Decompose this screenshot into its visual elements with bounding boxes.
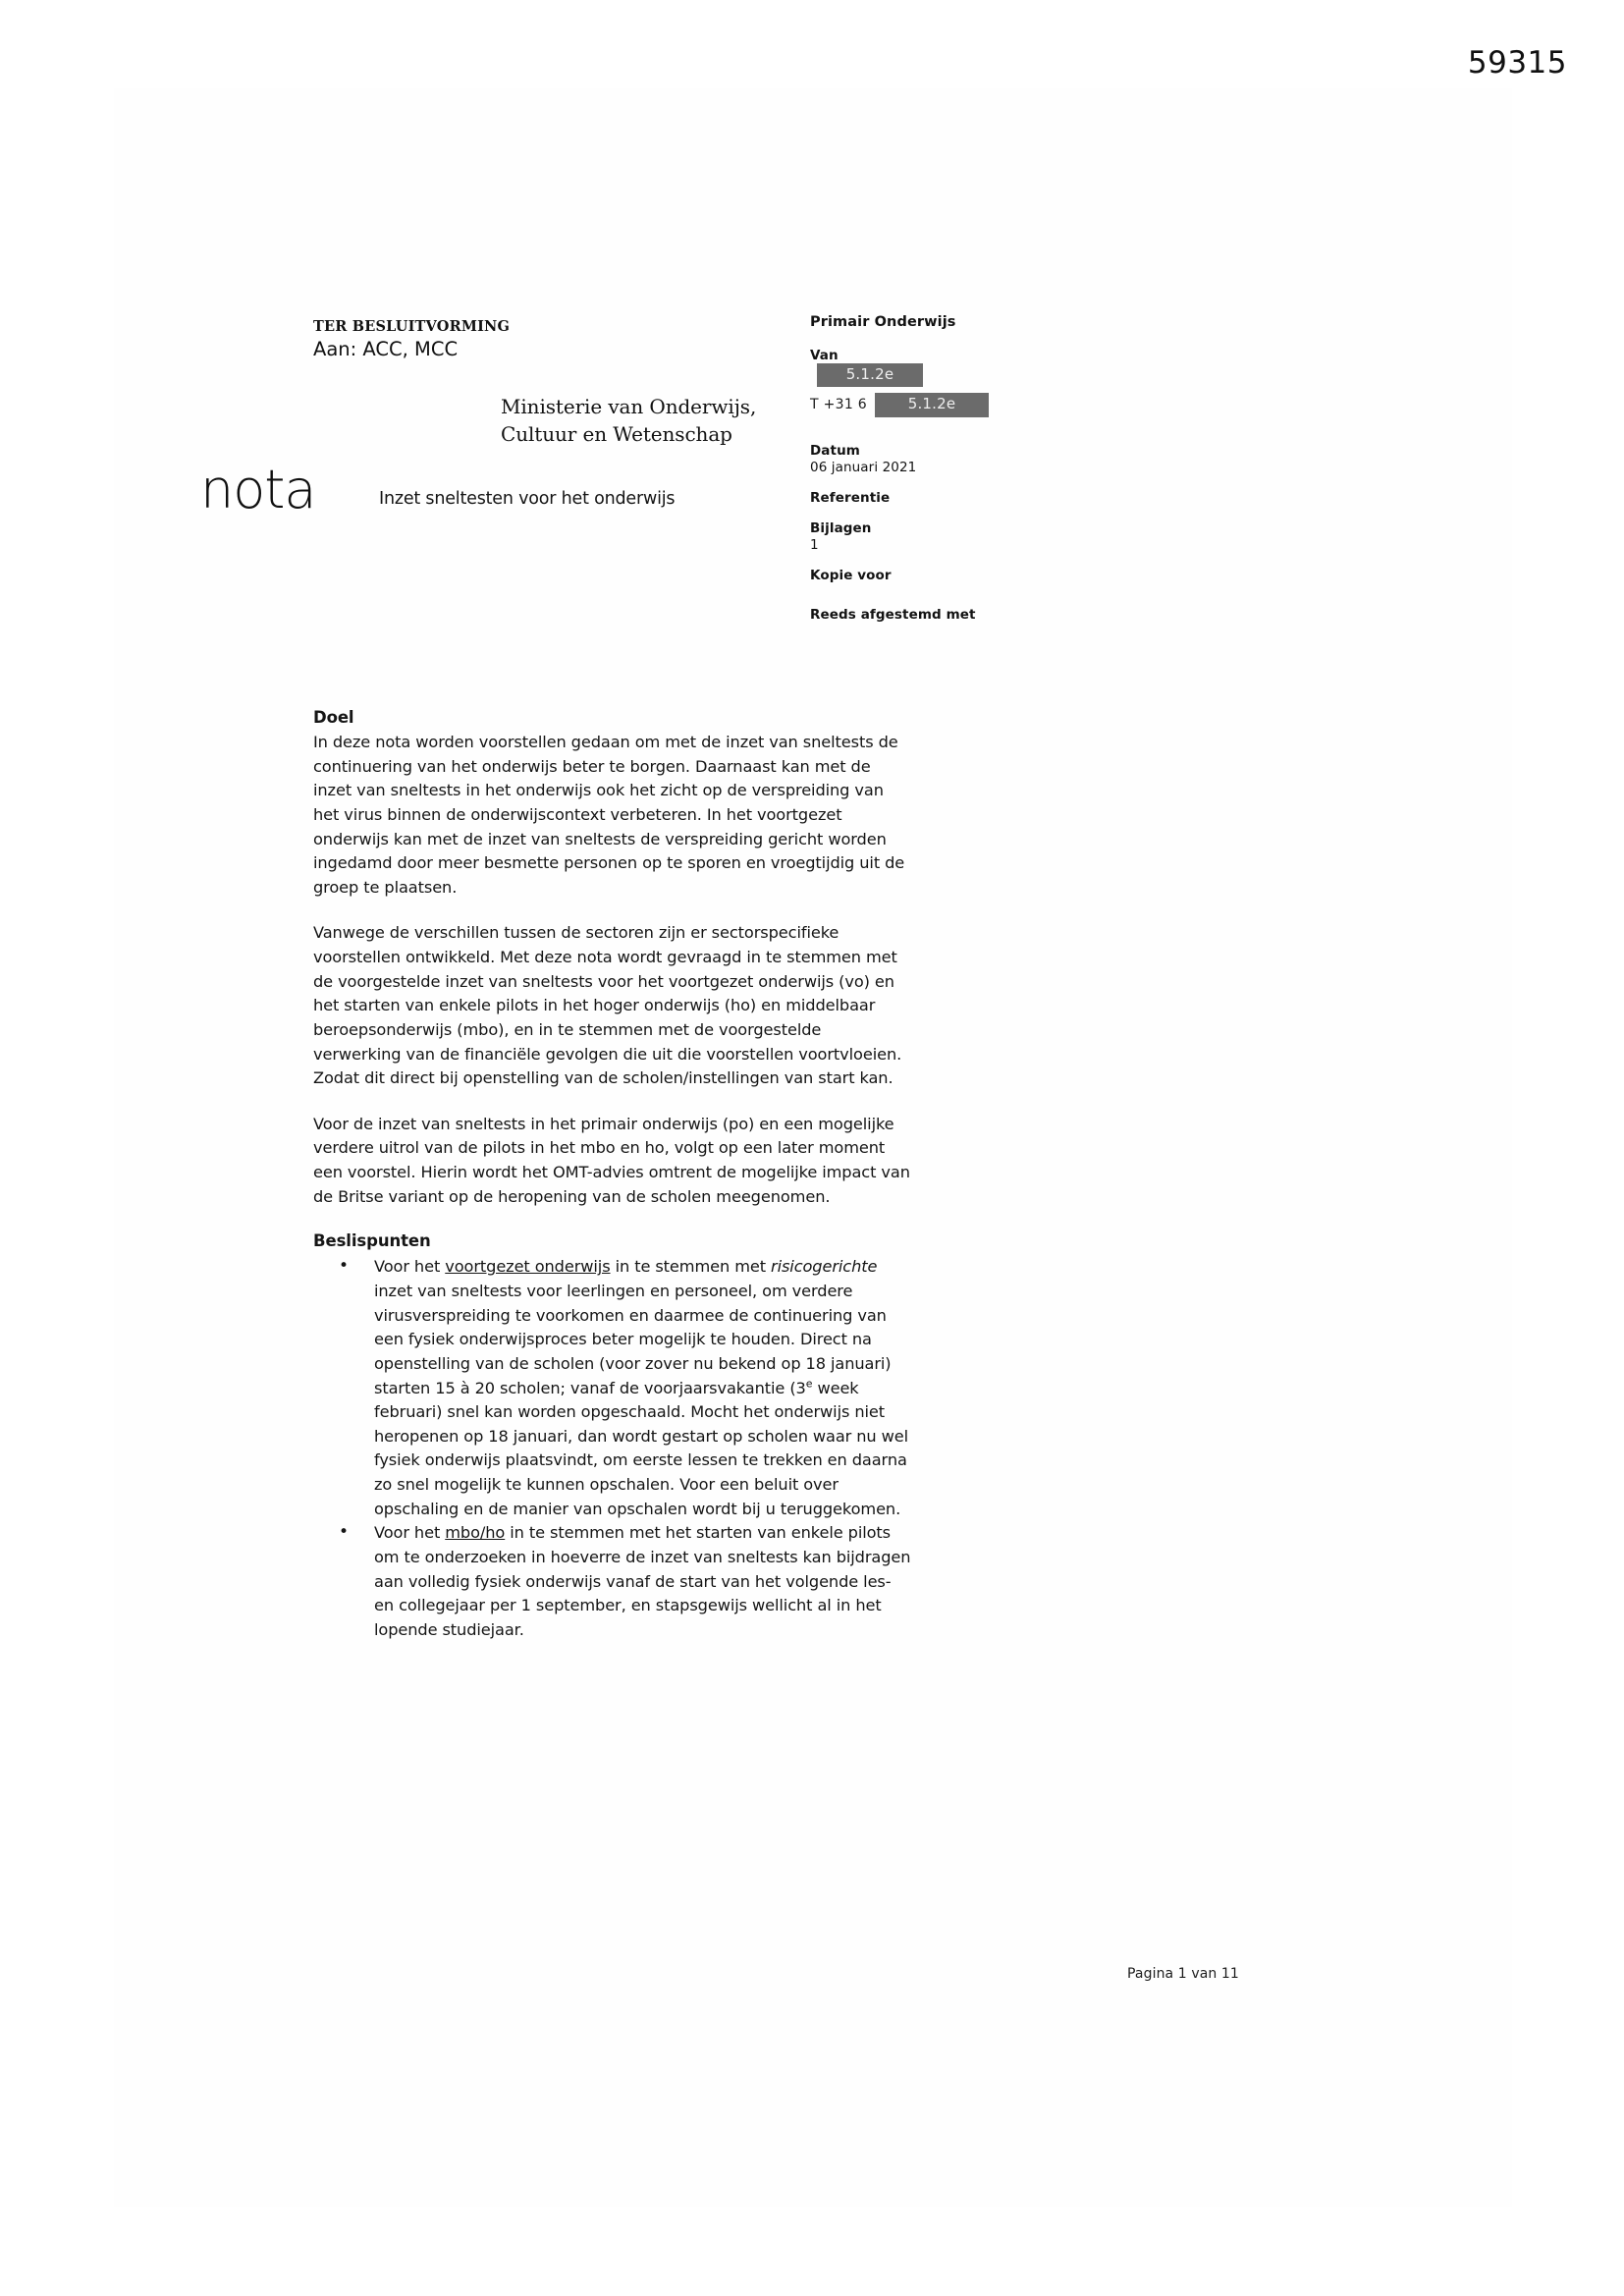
meta-kopie-label: Kopie voor [810,567,892,583]
bullet1-part-b: in te stemmen met [610,1257,772,1277]
list-item [313,1255,912,1521]
ministry-title: Ministerie van Onderwijs, Cultuur en Wetenschap [501,395,757,447]
redacted-sender: 5.1.2e [817,363,923,387]
meta-afgestemd-label: Reeds afgestemd met [810,606,976,623]
document-number: 59315 [1467,45,1567,81]
bullet1-underlined-term: voortgezet onderwijs [445,1257,611,1277]
bullet1-superscript: e [805,1377,813,1391]
document-type-wordmark: nota [200,459,316,520]
meta-group-van [810,348,1105,417]
metadata-column [810,314,1105,637]
paragraph-doel-1: In deze nota worden voorstellen gedaan om met de inzet van sneltests de continuering van het onderwijs beter te borgen. Daarnaast kan met de inzet van sneltests in het onderwijs ook het zicht op de verspreiding van het virus binnen de onderwijscontext verbeteren. In het voortgezet onderwijs kan met de inzet van sneltests de verspreiding gericht worden ingedamd door meer besmette personen op te sporen en vroegtijdig uit de groep te plaatsen. [313,733,905,897]
document-body [313,705,912,1642]
meta-phone-row [810,393,1105,416]
meta-bijlagen-value: 1 [810,536,819,553]
bullet1-italic-term: risicogerichte [771,1257,878,1277]
redacted-phone: 5.1.2e [875,393,989,416]
meta-group-kopie [810,568,1105,583]
bullet2-part-a: Voor het [374,1523,446,1543]
beslispunten-list [313,1255,912,1642]
meta-van-label: Van [810,348,839,363]
meta-group-afgestemd [810,607,1105,623]
bullet2-part-b: in te stemmen met het starten van enkele pilots om te onderzoeken in hoeverre de inzet van sneltests kan bijdragen aan volledig fysiek onderwijs vanaf de start van het volgende les- en collegejaar per 1 september, en stapsgewijs wellicht al in het lopende studiejaar. [374,1523,911,1639]
meta-group-referentie [810,490,1105,506]
bullet1-part-c: inzet van sneltests voor leerlingen en personeel, om verdere virusverspreiding te voorkomen en daarmee de continuering van een fysiek onderwijsproces beter mogelijk te houden. Direct na openstelling van de scholen (voor zover nu bekend op 18 januari) starten 15 à 20 scholen; vanaf de voorjaarsvakantie (3 [374,1282,892,1397]
section-heading-doel: Doel [313,708,354,727]
page-footer-pagination: Pagina 1 van 11 [1127,1966,1239,1982]
document-subject: Inzet sneltesten voor het onderwijs [379,489,676,509]
decision-kicker: TER BESLUITVORMING [313,318,511,335]
meta-datum-value: 06 januari 2021 [810,459,917,475]
paragraph-doel-2: Vanwege de verschillen tussen de sectoren zijn er sectorspecifieke voorstellen ontwikkeld. Met deze nota wordt gevraagd in te stemmen met de voorgestelde inzet van sneltests voor het voortgezet onderwijs (vo) en het starten van enkele pilots in het hoger onderwijs (ho) en middelbaar beroepsonderwijs (mbo), en in te stemmen met de voorgestelde verwerking van de financiële gevolgen die uit die voorstellen voortvloeien. Zodat dit direct bij openstelling van de scholen/instellingen van start kan. [313,923,902,1088]
bullet1-part-d: week februari) snel kan worden opgeschaald. Mocht het onderwijs niet heropenen op 18 januari, dan wordt gestart op scholen waar nu wel fysiek onderwijs plaatsvindt, om eerste lessen te trekken en daarna zo snel mogelijk te kunnen opschalen. Voor een beluit over opschaling en de manier van opschalen wordt bij u teruggekomen. [374,1378,909,1518]
meta-bijlagen-label: Bijlagen [810,519,872,536]
meta-referentie-label: Referentie [810,489,891,506]
bullet1-part-a: Voor het [374,1257,446,1277]
list-item [313,1521,912,1642]
meta-datum-label: Datum [810,442,860,459]
meta-group-datum [810,443,1105,475]
addressee-line: Aan: ACC, MCC [313,338,459,361]
document-page [114,88,1512,2207]
addressee-block [313,318,824,363]
paragraph-doel-3: Voor de inzet van sneltests in het primair onderwijs (po) en een mogelijke verdere uitrol van de pilots in het mbo en ho, volgt op een later moment een voorstel. Hierin wordt het OMT-advies omtrent de mogelijke impact van de Britse variant op de heropening van de scholen meegenomen. [313,1114,910,1206]
bullet2-underlined-term: mbo/ho [445,1523,506,1543]
meta-department: Primair Onderwijs [810,314,956,330]
section-heading-beslispunten: Beslispunten [313,1231,431,1251]
meta-phone-prefix: T +31 6 [810,397,868,413]
meta-group-bijlagen [810,520,1105,553]
